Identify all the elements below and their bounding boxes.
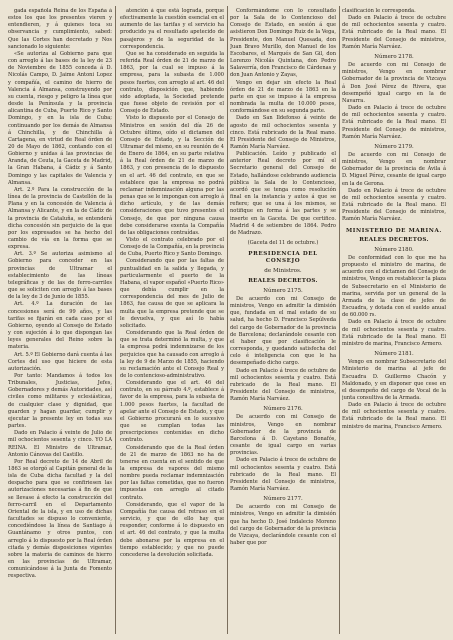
text-column-1 xyxy=(8,8,112,634)
column-rule xyxy=(227,6,228,634)
text-column-4 xyxy=(342,8,446,634)
paragraph: Dado en Palacio á trece de octubre de mil ochocientos sesenta y cuatro. Está rubricado de la Real mano. El Presidente del Consejo de ministros, Ramón María Narváez. xyxy=(342,187,446,223)
paragraph: Considerando que por las faltas de puntualidad en la salida y llegada, y particularmente el puerto de la Habana, el vapor español «Puerto Rico» que debía cumplir en la correspondencia del mes de Julio de 1863, fue causa de que se aplicara la multa que la empresa pretende que se le devuelva, y que así lo había solicitado. xyxy=(120,258,224,329)
paragraph: Dado en San Ildefonso á veinte de agosto de mil ochocientos sesenta y cinco. Está rubricado de la Real mano. El Presidente del Consejo de Ministros, Ramón María Narváez. xyxy=(230,115,336,150)
decree-number: Número 2175. xyxy=(263,287,303,294)
ministry-title: MINISTERIO DE MARINA. xyxy=(346,227,442,234)
text-column-2 xyxy=(120,8,224,634)
paragraph: Art. 3.º Se autoriza asimismo al Gobierno para conceder en las provincias de Ultramar el establecimiento de las líneas telegráficas y de las de ferro-carriles que se soliciten con arreglo á las bases de la ley de 3 de Junio de 1855. xyxy=(8,251,112,301)
paragraph: Considerando que de la Real órden de 21 de marzo de 1863 no ha de tenerse en cuenta en el sentido de que la empresa de vapores del mismo nombre pueda reclamar indemnización por las faltas cometidas, que no fueron impuestas con arreglo al citado contrato. xyxy=(120,444,224,501)
decree-number: Número 2176. xyxy=(263,406,303,413)
gazette-date: (Gaceta del 11 de octubre.) xyxy=(247,240,319,246)
decrees-title: REALES DECRETOS. xyxy=(359,236,429,243)
decrees-title: REALES DECRETOS. xyxy=(248,277,318,284)
paragraph: De acuerdo con mi Consejo de ministros, Vengo en admitir la dimisión que, fundada en el mal estado de su salud, ha hecho D. Francisco Sepúlveda del cargo de Gobernador de la provincia de Barcelona; declarándole cesante con el haber que por clasificación le corresponda, y quedando satisfecha del celo é inteligencia con que le ha desempeñado dicho cargo. xyxy=(230,295,336,367)
paragraph: Dado en Palacio á veinte de Julio de mil ochocientos sesenta y cinco. YO LA REINA. El Ministro de Ultramar, Antonio Cánovas del Castillo. xyxy=(8,430,112,458)
section-title: PRESIDENCIA DEL CONSEJO xyxy=(248,251,318,265)
paragraph: De acuerdo con mi Consejo de ministros, Vengo en nombrar Gobernador de la provincia de Vizcaya á Don José Pérez de Rivera, que desempeñó igual cargo en la de Navarra. xyxy=(342,62,446,104)
paragraph: Por tanto: Mandamos á todos los Tribunales, Justicias, Jefes, Gobernadores y demás Autoridades, así civiles como militares y eclesiásticas, de cualquier clase y dignidad, que guarden y hagan guardar, cumplir y ejecutar la presente ley en todas sus partes. xyxy=(8,372,112,430)
paragraph: De conformidad con lo que me ha propuesto el ministro de marina, de acuerdo con el dictamen del Consejo de ministros, Vengo en restablecer la plaza de Subsecretario en el Ministerio de marina, servida por un general de la Armada de la clase de jefes de Escuadra, y dotada con el sueldo anual de 60.000 rs. xyxy=(342,255,446,319)
decree-number: Número 2179. xyxy=(374,143,414,150)
paragraph: Considerando que el art. 46 del contrato, en su párrafo 4.º, establece á favor de la empresa, para la subasta de 1.000 pesos fuertes, la facultad de apelar ante el Consejo de Estado, y que el Gobierno procurará en lo sucesivo que se cumplan todas las prescripciones contenidas en dicho contrato. xyxy=(120,380,224,444)
decree-number: Número 2180. xyxy=(374,246,414,253)
text-column-3 xyxy=(230,8,336,634)
paragraph: Por Real decreto de 14 de Abril de 1863 se otorgó al Capitán general de la isla de Cuba dicha facultad y la del despacho para que se confiriesen las autorizaciones necesarias á fin de que se llevase á efecto la construcción del ferro-carril en el Departamento Oriental de la isla, y en uso de dichas facultades se dispuso lo conveniente, concediéndose la línea de Santiago á Guantánamo y otros puntos, con arreglo á lo dispuesto por la Real órden citada y demás disposiciones vigentes sobre la materia de caminos de hierro en las provincias de Ultramar, comunicándose á la Junta de Fomento respectiva. xyxy=(8,458,112,580)
paragraph: De acuerdo con mi Consejo de ministros, Vengo en admitir la dimisión que ha hecho D. José Indalecio Moreno del cargo de Gobernador de la provincia de Vizcaya, declarándole cesante con el haber que por xyxy=(230,504,336,547)
paragraph: Art. 2.º Para la construcción de la línea de la provincia de Castellón de la Plana y en la concesión de Valencia á Almansa y Alicante, y en la de Cádiz de la provincia de Cataluña, se entenderá dicha concesión sin perjuicio de la que por los expresados se ha hecho del cambio de vía en la forma que se expresa. xyxy=(8,186,112,251)
paragraph: Vengo en nombrar Subsecretario del Ministerio de marina al jefe de Escuadra D. Guillermo Chacón y Maldonado, y en disponer que cese en el desempeño del cargo de Vocal de la junta consultiva de la Armada. xyxy=(342,359,446,401)
paragraph: clasificación le corresponda. xyxy=(342,8,416,14)
paragraph: Que se ha considerado en seguida la referida Real órden de 21 de marzo de 1863, por la cual se impuso á la empresa, para la subasta de 1.000 pesos fuertes, con arreglo al art. 46 del contrato, disposición que, habiendo sido adoptada, la Sociedad pretende que fuese objeto de revisión por el Consejo de Estado. xyxy=(120,50,224,115)
paragraph: Dado en Palacio á trece de octubre de mil ochocientos sesenta y cuatro. Está rubricado de la Real mano. El Presidente del Consejo de ministros, Ramón María Narváez. xyxy=(342,105,446,140)
paragraph: Conformándome con lo consultado por la Sala de lo Contencioso del Consejo de Estado, en sesión á que asistieron Don Domingo Ruiz de la Vega, Presidente, don Manuel Quesada, don Juan Bravo Murillo, don Manuel de los Escobares, el Marqués de San Gil, don Lorenzo Nicolás Quintana, don Pedro Salaverría, don Francisco de Cárdenas y don Juan Antonio y Zayas, xyxy=(230,8,336,79)
paragraph: Art. 5.º El Gobierno dará cuenta á las Cortes del uso que hiciere de esta autorización. xyxy=(8,351,112,372)
decree-number: Número 2177. xyxy=(263,496,303,503)
paragraph: Vengo en dejar sin efecto la Real órden de 21 de marzo de 1863 en la parte en que se impuso á la empresa nombrada la multa de 10.000 pesos, conformándose en su segunda parte. xyxy=(230,79,336,115)
decree-number: Número 2178. xyxy=(374,53,414,60)
paragraph: Visto lo dispuesto por el Consejo de Ministros en sesión del día 26 de Octubre último, oído el dictamen del Consejo de Estado, y la Sección de Ultramar del mismo, en su reunión de 4 de Enero de 1864, en su parte relativa á la Real órden de 21 de marzo de 1863, y con presencia de lo dispuesto en el art. 46 del contrato, en que se establece que la empresa no podrá reclamar indemnización alguna por las penas que se le impongan con arreglo á dicho artículo, y de las demás consideraciones que tuvo presentes el Consejo, de que por ninguna causa debe considerarse exenta la Compañía de las obligaciones contraídas. xyxy=(120,115,224,236)
paragraph: atención á que está lograda, porque efectivamente la cuestión esencial en el aumento de las tarifas y el servicio ha producido ya el resultado apetecido de pasajeros y de la seguridad de la correspondencia. xyxy=(120,8,224,50)
paragraph: «Se autoriza al Gobierno para que con arreglo á las bases de la ley de 23 de Noviembre de 1855 conceda á D. Nicolás Campo, D. Jaime Antoni Lopez y compañía, el camino de hierro de Valencia á Almansa, construyendo por su cuenta, riesgo y peligro la línea que desde la Península y la provincia alicantina de Cuba, Puerto Rico y Santo Domingo, y en la isla de Cuba; continuando por los demás de Almansa á Chinchilla, y de Chinchilla á Cartagena, en virtud de Real órden de 20 de Mayo de 1862, contando con el Gobierno y unidas á las provincias de Aranda, de Ceuta, la Gaceta de Madrid, la Gran Habana, á Cádiz y á Santo Domingo y las capitales de Valencia y Almansa. xyxy=(8,50,112,186)
decree-number: Número 2181. xyxy=(374,351,414,358)
paragraph: Dado en Palacio á trece de octubre de mil ochocientos sesenta y cuatro. Está rubricado de la Real mano. El ministro de marina, Francisco Armero. xyxy=(342,402,446,430)
paragraph: Publicación. Leído y publicado el anterior Real decreto por mí el Secretario general del Consejo de Estado, hallándose celebrando audiencia pública la Sala de lo Contencioso, acordó que se tenga como resolución final en la instancia y autos á que se refiere; que se una á los mismos, se notifique en forma á las partes y se inserte en la Gaceta. De que certifico. Madrid 4 de setiembre de 1864. Pedro de Madrazo. xyxy=(230,151,336,236)
paragraph: Dado en Palacio á trece de octubre de mil ochocientos sesenta y cuatro. Está rubricado de la Real mano. El Presidente del Consejo de ministros, Ramón María Narváez. xyxy=(230,367,336,403)
paragraph: Considerando que la Real órden de que se trata determinó la multa, y que la empresa podrá indemnizarse de los perjuicios que ha causado con arreglo á la ley de 9 de Marzo de 1855, haciendo su reclamación ante el Consejo Real y de lo contencioso-administrativo. xyxy=(120,330,224,379)
column-rule xyxy=(339,6,340,634)
paragraph: gada española Reina de los España á estos los que los presentes vieren y entendieren, y á quienes toca su observancia y cumplimiento, sabed: Que las Cortes han decretado y Nos sancionado lo siguiente: xyxy=(8,8,112,50)
paragraph: De acuerdo con mi Consejo de ministros, Vengo en nombrar Gobernador de la provincia de Barcelona á D. Cayetano Bonafós, cesante de igual cargo en varias provincias. xyxy=(230,414,336,457)
paragraph: Art. 4.º La duración de las concesiones será de 99 años, y las tarifas se fijarán en cada caso por el Gobierno, oyendo al Consejo de Estado y con sujeción á lo que dispongan las leyes generales del Reino sobre la materia. xyxy=(8,301,112,351)
paragraph: De acuerdo con mi Consejo de ministros, Vengo en nombrar Gobernador de la provincia de Ávila á D. Miguel Pérez, cesante de igual cargo en la de Gerona. xyxy=(342,151,446,187)
paragraph: Dado en Palacio á trece de octubre de mil ochocientos sesenta y cuatro. Está rubricado de la Real mano. El Presidente del Consejo de ministros, Ramón María Narváez. xyxy=(230,457,336,492)
column-rule xyxy=(115,6,116,634)
paragraph: Dado en Palacio á trece de octubre de mil ochocientos sesenta y cuatro. Está rubricado de la Real mano. El Presidente del Consejo de ministros, Ramón María Narváez. xyxy=(342,15,446,50)
paragraph: Considerando, que el vapor de la Compañía fue causa del retraso en el servicio, y que de ello hay que responder, conforme á lo dispuesto en el art. 46 del contrato, y que la multa debe abonarse por la empresa en el tiempo establecido; y que no puede concederse la devolución solicitada. xyxy=(120,501,224,558)
section-subtitle: de Ministros. xyxy=(264,268,302,275)
paragraph: Dado en Palacio á trece de octubre de mil ochocientos sesenta y cuatro. Está rubricado de la Real mano. El ministro de marina, Francisco Armero. xyxy=(342,319,446,347)
paragraph: Visto el contrato celebrado por el Consejo de la Compañía, en la provincia de Cuba, Puerto Rico y Santo Domingo. xyxy=(120,237,224,258)
